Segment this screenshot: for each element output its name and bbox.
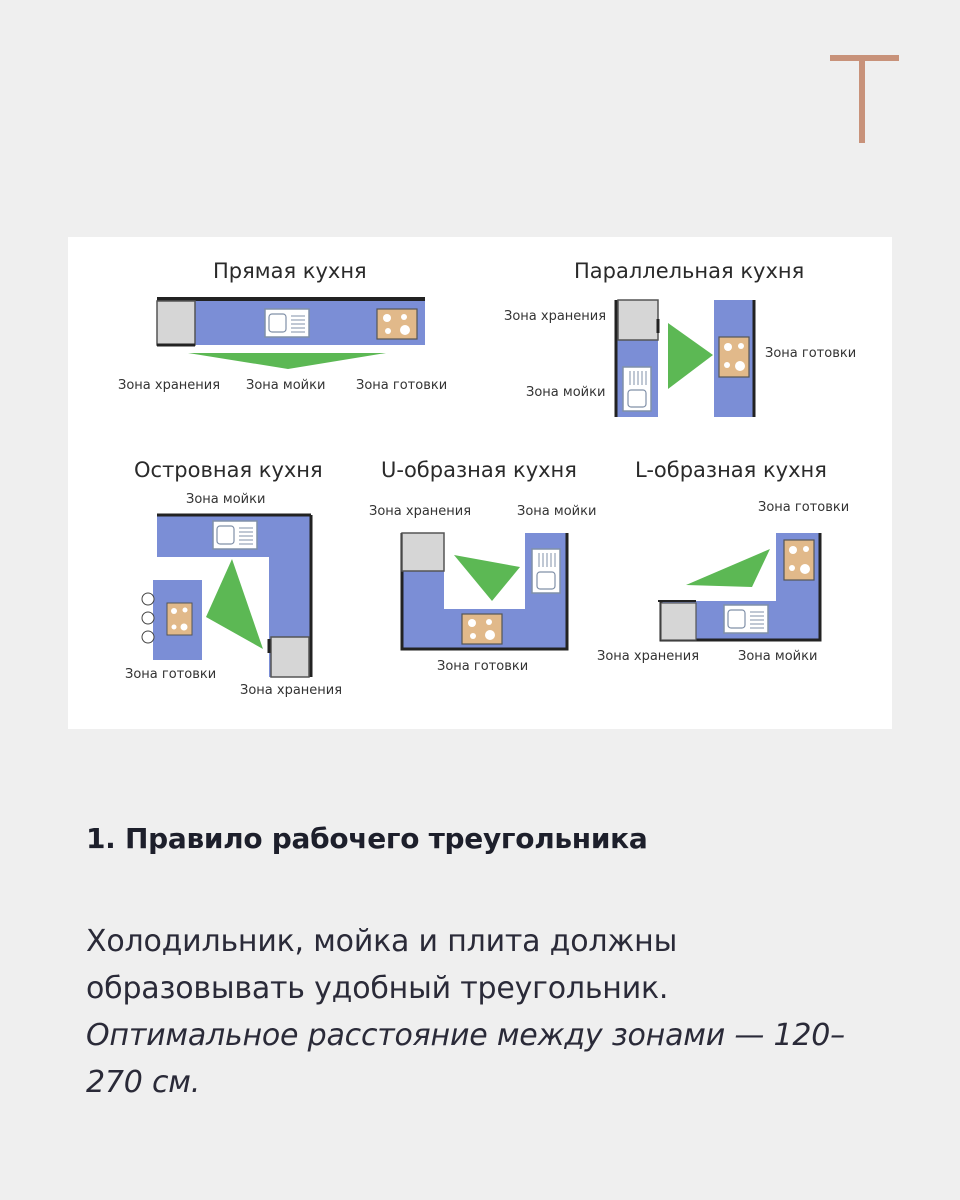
parallel-zone-sink: Зона мойки [526,385,606,400]
l-zone-storage: Зона хранения [597,649,700,664]
island-zone-sink: Зона мойки [186,492,266,507]
parallel-kitchen [616,300,754,417]
body-italic-text: Оптимальное расстояние между зонами — 120–270 см. [86,1018,845,1100]
straight-zone-storage: Зона хранения [118,378,221,393]
section-body [86,918,886,1106]
kitchen-layouts-diagram [68,237,892,729]
straight-zone-cooking: Зона готовки [356,378,448,393]
u-zone-sink: Зона мойки [517,504,597,519]
parallel-zone-storage: Зона хранения [504,309,607,324]
straight-kitchen-title: Прямая кухня [213,259,367,283]
island-kitchen [142,515,311,677]
parallel-kitchen-title: Параллельная кухня [574,259,805,283]
island-kitchen-title: Островная кухня [134,458,323,482]
body-regular-text: Холодильник, мойка и плита должны образовывать удобный треугольник. [86,924,678,1006]
u-shaped-kitchen-title: U-образная кухня [381,458,577,482]
straight-kitchen [157,299,425,369]
u-zone-cooking: Зона готовки [437,659,529,674]
straight-zone-sink: Зона мойки [246,378,326,393]
l-shaped-kitchen [658,533,820,640]
l-zone-cooking: Зона готовки [758,500,850,515]
u-shaped-kitchen [402,533,567,649]
section-heading: 1. Правило рабочего треугольника [86,822,648,855]
l-zone-sink: Зона мойки [738,649,818,664]
island-zone-storage: Зона хранения [240,683,343,698]
letter-t-logo-icon [830,55,900,145]
u-zone-storage: Зона хранения [369,504,472,519]
parallel-zone-cooking: Зона готовки [765,346,857,361]
island-zone-cooking: Зона готовки [125,667,217,682]
l-shaped-kitchen-title: L-образная кухня [635,458,827,482]
